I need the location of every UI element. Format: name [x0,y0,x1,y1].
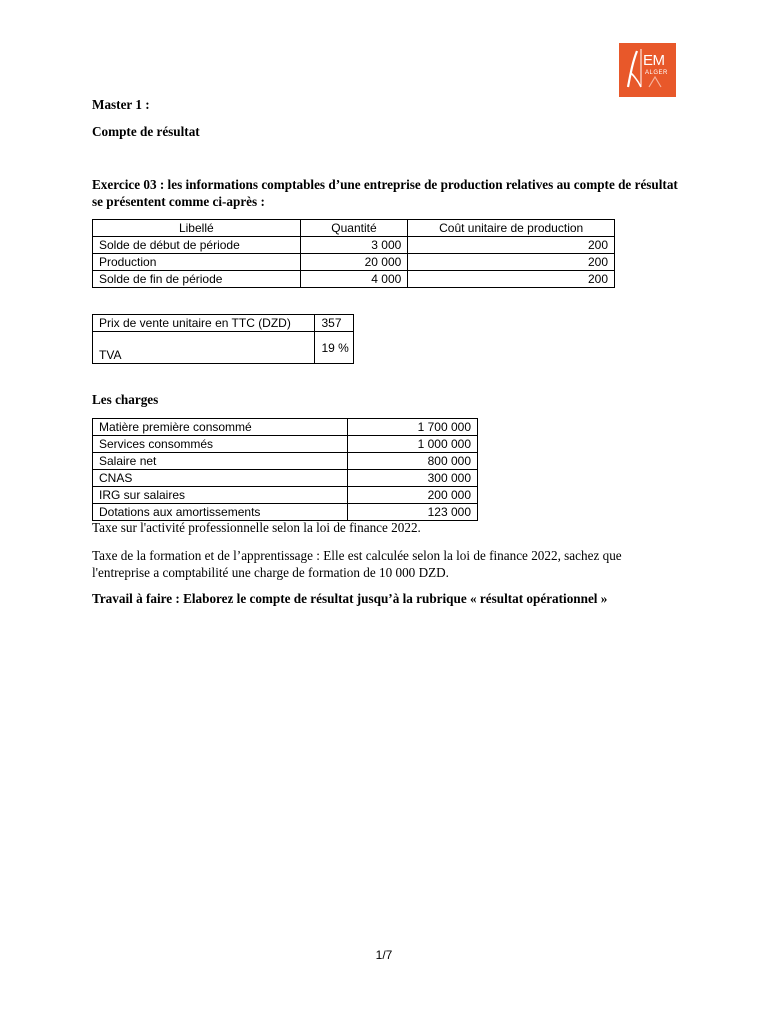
charges-heading: Les charges [92,392,159,407]
cell-label: Salaire net [93,453,348,470]
cell-amount: 800 000 [348,453,478,470]
cell-label: Prix de vente unitaire en TTC (DZD) [93,315,315,332]
task-statement: Travail à faire : Elaborez le compte de résultat jusqu’à la rubrique « résultat opérationnel » [92,591,608,606]
column-header: Coût unitaire de production [408,220,615,237]
table-row [93,504,478,521]
level-heading: Master 1 : [92,97,150,112]
cell-label: CNAS [93,470,348,487]
em-alger-logo [619,43,676,97]
page-number: 1/7 [375,948,393,962]
exercise-statement: Exercice 03 : les informations comptables d’une entreprise de production relatives au compte de résultat se présentent comme ci-après : [92,177,678,209]
table-row [93,419,478,436]
cell-label: Matière première consommé [93,419,348,436]
subject-heading: Compte de résultat [92,124,200,139]
production-table [92,219,615,288]
formation-note: Taxe de la formation et de l’apprentissage : Elle est calculée selon la loi de finance 2022, sachez que l'entreprise a comptabilité une charge de formation de 10 000 DZD. [92,548,622,580]
table-row [93,315,354,332]
cell-amount: 200 000 [348,487,478,504]
cell-value: 357 [315,315,354,332]
column-header: Libellé [93,220,301,237]
cell-label: TVA [93,332,315,364]
cell-quantity: 4 000 [300,271,408,288]
cell-label: Production [93,254,301,271]
cell-value: 19 % [315,332,354,364]
cell-label: Dotations aux amortissements [93,504,348,521]
table-row [93,487,478,504]
table-row [93,237,615,254]
cell-quantity: 3 000 [300,237,408,254]
price-table [92,314,354,364]
table-header-row [93,220,615,237]
logo-em-text: EM [643,52,665,69]
table-row [93,271,615,288]
table-row [93,332,354,364]
tap-note: Taxe sur l'activité professionnelle selon la loi de finance 2022. [92,520,421,535]
table-row [93,453,478,470]
cell-quantity: 20 000 [300,254,408,271]
column-header: Quantité [300,220,408,237]
cell-amount: 123 000 [348,504,478,521]
cell-unit-cost: 200 [408,237,615,254]
cell-label: Services consommés [93,436,348,453]
cell-unit-cost: 200 [408,254,615,271]
cell-unit-cost: 200 [408,271,615,288]
cell-amount: 1 700 000 [348,419,478,436]
cell-label: Solde de début de période [93,237,301,254]
cell-label: Solde de fin de période [93,271,301,288]
table-row [93,470,478,487]
cell-label: IRG sur salaires [93,487,348,504]
table-row [93,436,478,453]
charges-table [92,418,478,521]
table-row [93,254,615,271]
cell-amount: 300 000 [348,470,478,487]
cell-amount: 1 000 000 [348,436,478,453]
logo-alger-text: ALGER [645,70,668,76]
